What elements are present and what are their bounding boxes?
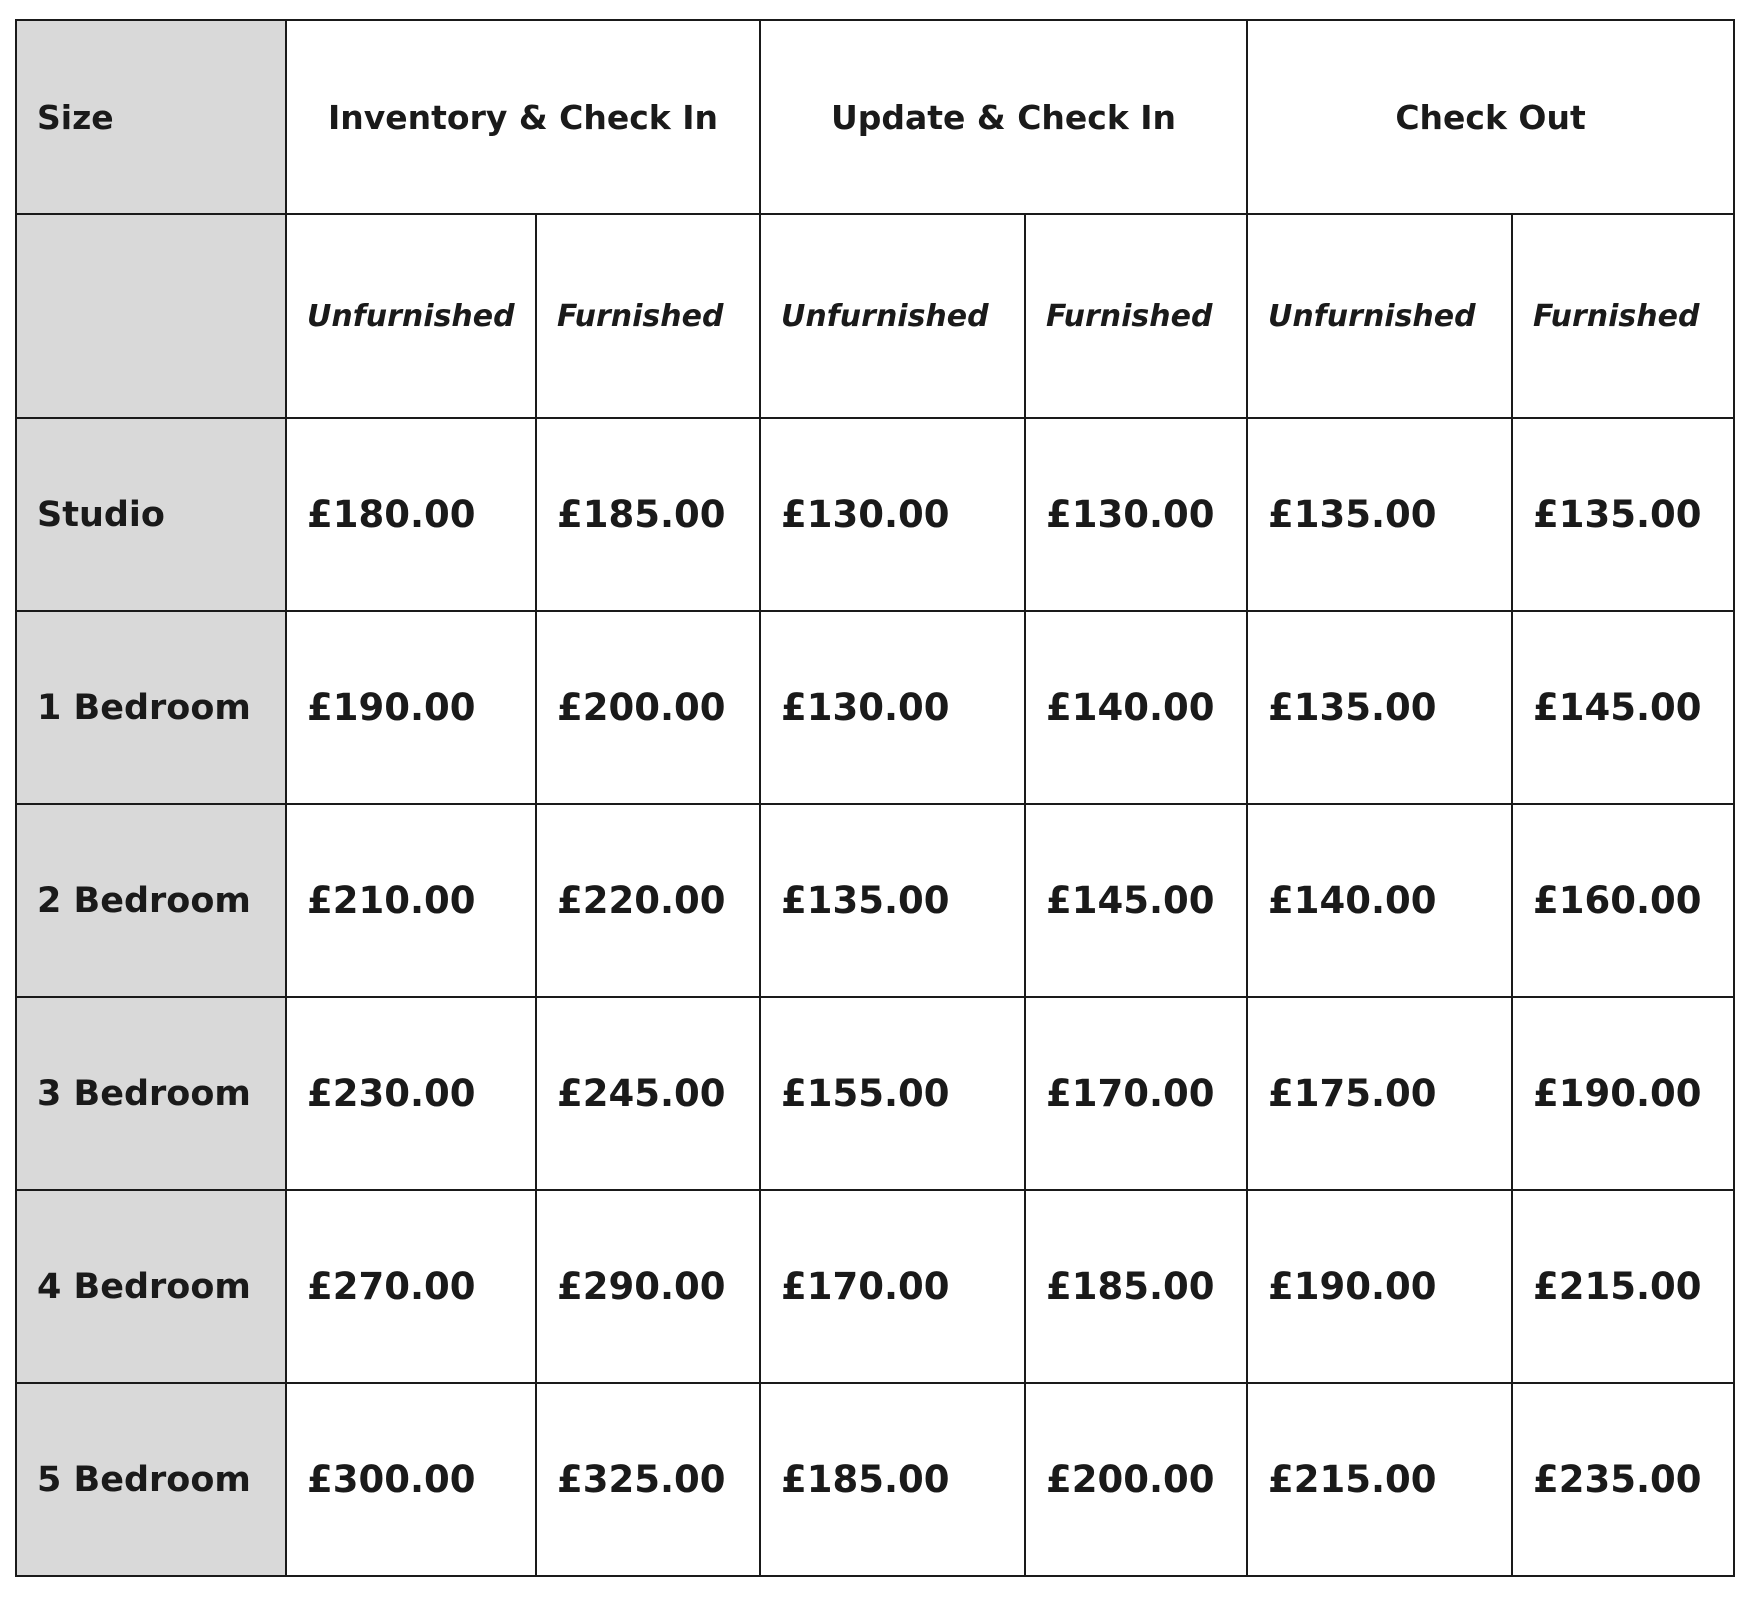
group-header-inventory-check-in: Inventory & Check In bbox=[286, 20, 760, 214]
price-cell: £140.00 bbox=[1025, 611, 1247, 804]
table-row bbox=[16, 997, 1734, 1190]
price-cell: £175.00 bbox=[1247, 997, 1512, 1190]
table-row bbox=[16, 804, 1734, 997]
row-size-label: 4 Bedroom bbox=[16, 1190, 286, 1383]
price-cell: £135.00 bbox=[1247, 611, 1512, 804]
price-cell: £270.00 bbox=[286, 1190, 536, 1383]
price-cell: £135.00 bbox=[760, 804, 1025, 997]
price-cell: £185.00 bbox=[536, 418, 760, 611]
price-cell: £325.00 bbox=[536, 1383, 760, 1576]
group-header-row bbox=[16, 20, 1734, 214]
sub-header-furnished: Furnished bbox=[1512, 214, 1734, 418]
group-header-update-check-in: Update & Check In bbox=[760, 20, 1247, 214]
table-row bbox=[16, 1190, 1734, 1383]
price-cell: £190.00 bbox=[1247, 1190, 1512, 1383]
sub-header-row bbox=[16, 214, 1734, 418]
sub-header-unfurnished: Unfurnished bbox=[1247, 214, 1512, 418]
price-cell: £215.00 bbox=[1512, 1190, 1734, 1383]
price-cell: £300.00 bbox=[286, 1383, 536, 1576]
price-cell: £130.00 bbox=[760, 418, 1025, 611]
table-row bbox=[16, 418, 1734, 611]
price-cell: £170.00 bbox=[1025, 997, 1247, 1190]
row-size-label: 1 Bedroom bbox=[16, 611, 286, 804]
row-size-label: 3 Bedroom bbox=[16, 997, 286, 1190]
price-cell: £220.00 bbox=[536, 804, 760, 997]
price-cell: £190.00 bbox=[286, 611, 536, 804]
price-cell: £130.00 bbox=[760, 611, 1025, 804]
pricing-table bbox=[15, 19, 1735, 1577]
price-cell: £200.00 bbox=[1025, 1383, 1247, 1576]
price-cell: £170.00 bbox=[760, 1190, 1025, 1383]
price-cell: £210.00 bbox=[286, 804, 536, 997]
price-cell: £200.00 bbox=[536, 611, 760, 804]
sub-header-unfurnished: Unfurnished bbox=[286, 214, 536, 418]
sub-header-furnished: Furnished bbox=[536, 214, 760, 418]
price-cell: £235.00 bbox=[1512, 1383, 1734, 1576]
price-cell: £185.00 bbox=[1025, 1190, 1247, 1383]
price-cell: £245.00 bbox=[536, 997, 760, 1190]
sub-header-unfurnished: Unfurnished bbox=[760, 214, 1025, 418]
row-size-label: 2 Bedroom bbox=[16, 804, 286, 997]
price-cell: £290.00 bbox=[536, 1190, 760, 1383]
group-header-check-out: Check Out bbox=[1247, 20, 1734, 214]
price-cell: £140.00 bbox=[1247, 804, 1512, 997]
price-cell: £215.00 bbox=[1247, 1383, 1512, 1576]
price-cell: £160.00 bbox=[1512, 804, 1734, 997]
size-header: Size bbox=[16, 20, 286, 214]
row-size-label: 5 Bedroom bbox=[16, 1383, 286, 1576]
price-cell: £180.00 bbox=[286, 418, 536, 611]
sub-header-furnished: Furnished bbox=[1025, 214, 1247, 418]
row-size-label: Studio bbox=[16, 418, 286, 611]
price-cell: £190.00 bbox=[1512, 997, 1734, 1190]
price-cell: £145.00 bbox=[1512, 611, 1734, 804]
table-row bbox=[16, 611, 1734, 804]
price-cell: £155.00 bbox=[760, 997, 1025, 1190]
price-cell: £130.00 bbox=[1025, 418, 1247, 611]
price-cell: £185.00 bbox=[760, 1383, 1025, 1576]
price-cell: £135.00 bbox=[1247, 418, 1512, 611]
table-row bbox=[16, 1383, 1734, 1576]
size-sub-header-empty bbox=[16, 214, 286, 418]
price-cell: £135.00 bbox=[1512, 418, 1734, 611]
price-cell: £230.00 bbox=[286, 997, 536, 1190]
price-cell: £145.00 bbox=[1025, 804, 1247, 997]
